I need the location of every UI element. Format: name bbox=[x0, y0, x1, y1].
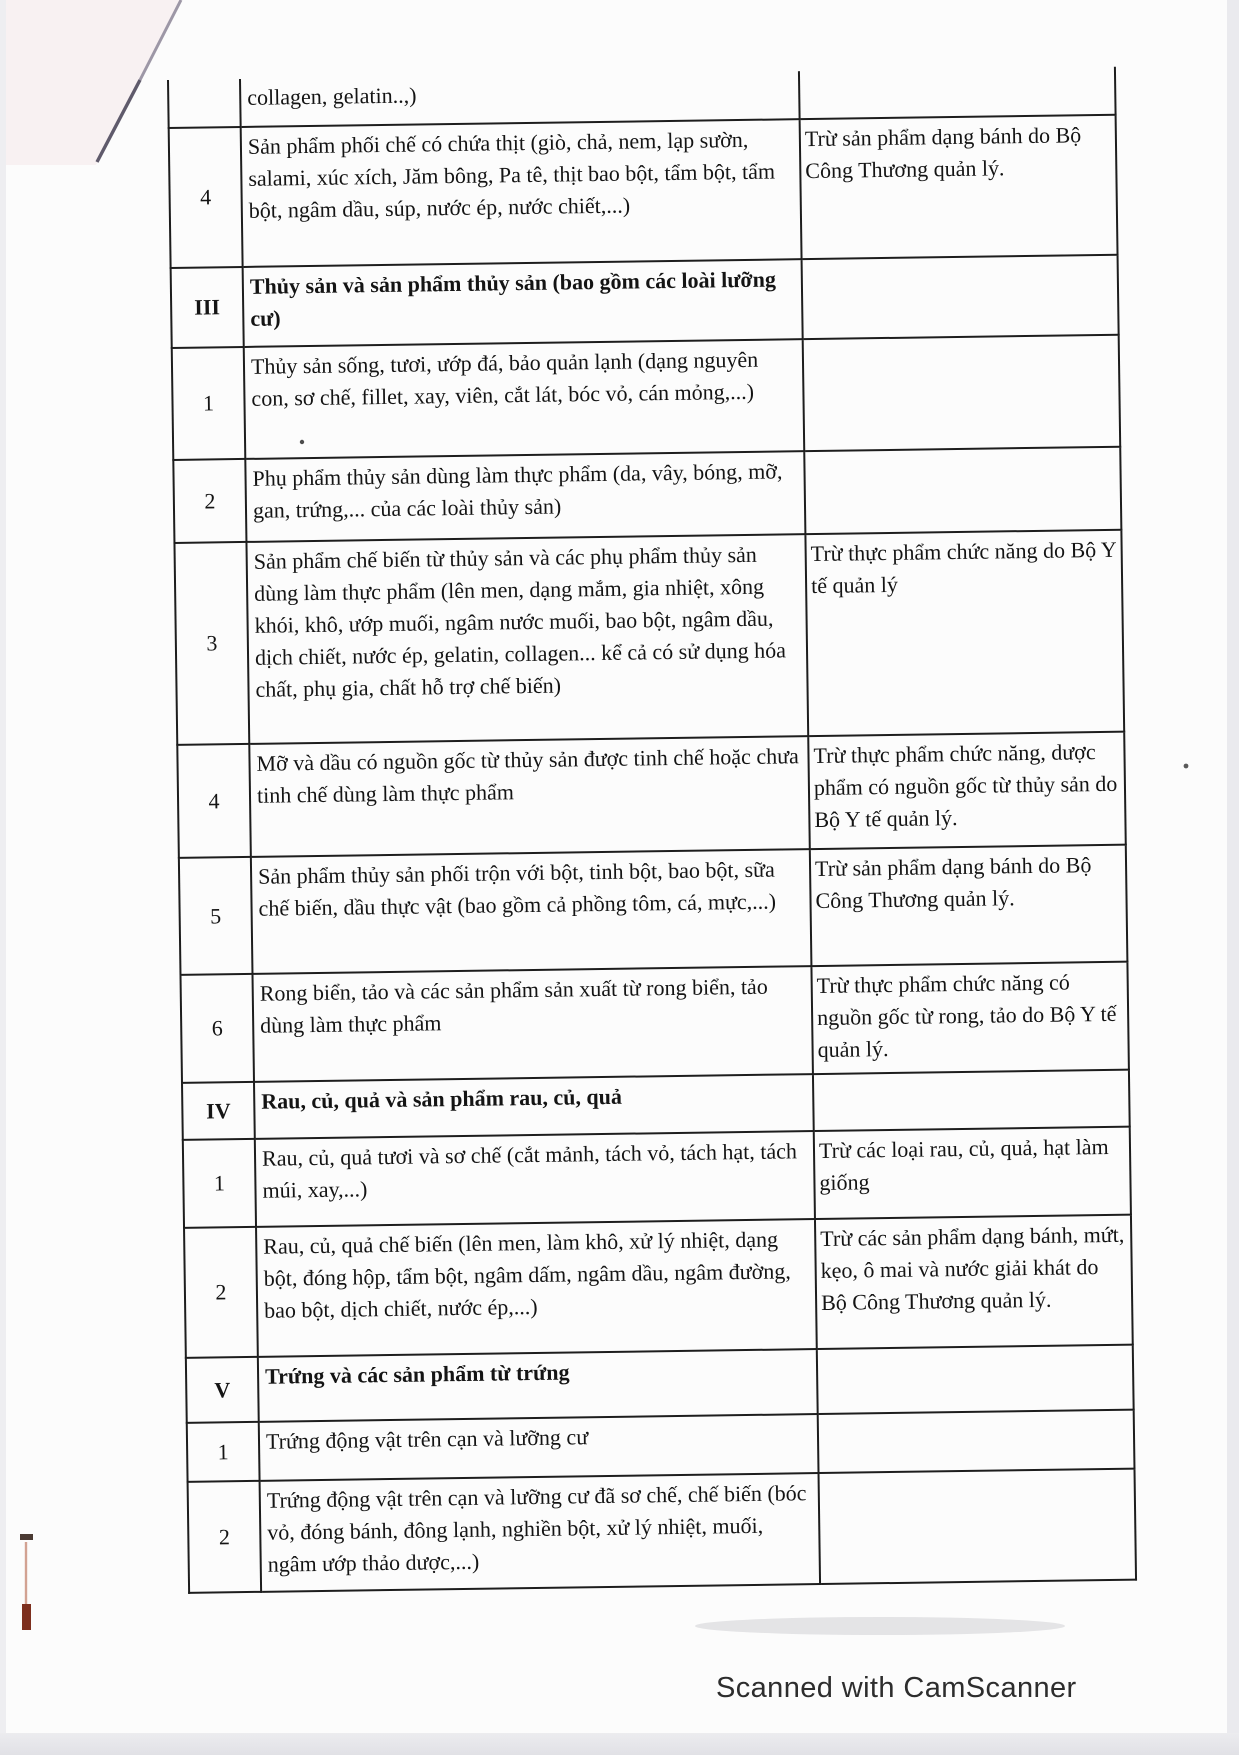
row-description-cell: Thủy sản và sản phẩm thủy sản (bao gồm các loài lưỡng cư) bbox=[243, 259, 803, 347]
row-note-cell: Trừ thực phẩm chức năng, dược phẩm có nguồn gốc từ thủy sản do Bộ Y tế quản lý. bbox=[808, 732, 1126, 849]
row-number-cell: 4 bbox=[177, 744, 251, 858]
row-description-cell: Rong biển, tảo và các sản phẩm sản xuất từ rong biển, tảo dùng làm thực phẩm bbox=[252, 966, 812, 1082]
table-row bbox=[180, 962, 1128, 1083]
row-number-cell: 3 bbox=[174, 542, 249, 745]
scan-smudge bbox=[695, 1617, 1065, 1635]
table-row bbox=[184, 1215, 1133, 1358]
food-category-table bbox=[167, 67, 1137, 1594]
table-row bbox=[177, 732, 1125, 858]
scan-edge-right bbox=[1227, 0, 1239, 1734]
row-number-cell: 6 bbox=[180, 974, 254, 1083]
row-number-cell: 1 bbox=[187, 1422, 260, 1482]
row-note-cell bbox=[819, 1469, 1137, 1584]
camscanner-watermark: Scanned with CamScanner bbox=[716, 1672, 1077, 1704]
row-description-cell: Rau, củ, quả và sản phẩm rau, củ, quả bbox=[254, 1074, 814, 1139]
row-note-cell bbox=[804, 447, 1121, 534]
scan-edge-bottom bbox=[0, 1733, 1239, 1755]
page-fold-corner bbox=[0, 0, 190, 168]
row-note-cell bbox=[818, 1410, 1135, 1473]
row-description-cell: Thủy sản sống, tươi, ướp đá, bảo quản lạnh (dạng nguyên con, sơ chế, fillet, xay, viên, cắt lát, bóc vỏ, cán mỏng,...) bbox=[244, 339, 805, 459]
row-note-cell: Trừ thực phẩm chức năng có nguồn gốc từ rong, tảo do Bộ Y tế quản lý. bbox=[811, 962, 1128, 1074]
row-note-cell: Trừ các sản phẩm dạng bánh, mứt, kẹo, ô mai và nước giải khát do Bộ Công Thương quản lý. bbox=[815, 1215, 1133, 1349]
row-description-cell: Rau, củ, quả tươi và sơ chế (cắt mảnh, tách vỏ, tách hạt, tách múi, xay,...) bbox=[255, 1131, 815, 1227]
row-number-cell: V bbox=[186, 1357, 259, 1423]
row-description-cell: Sản phẩm chế biến từ thủy sản và các phụ phẩm thủy sản dùng làm thực phẩm (lên men, dạng mắm, gia nhiệt, xông khói, khô, ướp muối, ngâm nước muối, bao bột, ngâm dầu, dịch chiết, nước ép, gelatin, collagen... kể cả có sử dụng hóa chất, phụ gia, chất hỗ trợ chế biến) bbox=[246, 534, 808, 744]
category-table bbox=[167, 67, 1137, 1594]
left-margin-dash-mark bbox=[20, 1534, 33, 1540]
category-table-body bbox=[168, 67, 1136, 1593]
row-number-cell: 1 bbox=[183, 1139, 256, 1228]
row-note-cell bbox=[803, 335, 1121, 451]
row-description-cell: Sản phẩm thủy sản phối trộn với bột, tinh bột, bao bột, sữa chế biến, dầu thực vật (bao gồm cả phồng tôm, cá, mực,...) bbox=[251, 849, 812, 974]
row-number-cell: III bbox=[171, 267, 244, 348]
row-note-cell bbox=[802, 255, 1119, 339]
row-description-cell: Sản phẩm phối chế có chứa thịt (giò, chả, nem, lạp sườn, salami, xúc xích, Jăm bông, Pa tê, thịt bao bột, tẩm bột, tẩm bột, ngâm dầu, súp, nước ép, nước chiết,...) bbox=[241, 119, 802, 267]
row-note-cell: Trừ thực phẩm chức năng do Bộ Y tế quản lý bbox=[805, 530, 1124, 736]
row-note-cell: Trừ sản phẩm dạng bánh do Bộ Công Thương quản lý. bbox=[800, 115, 1118, 259]
row-number-cell: 1 bbox=[172, 347, 246, 460]
left-margin-red-blob bbox=[22, 1604, 31, 1630]
row-number-cell: IV bbox=[182, 1082, 255, 1140]
row-number-cell: 2 bbox=[188, 1481, 262, 1593]
row-description-cell: Trứng động vật trên cạn và lưỡng cư bbox=[259, 1414, 819, 1481]
row-description-cell: Rau, củ, quả chế biến (lên men, làm khô, xử lý nhiệt, dạng bột, đóng hộp, tẩm bột, ngâm dấm, ngâm dầu, ngâm đường, bao bột, dịch chiết, nước ép,...) bbox=[256, 1219, 817, 1357]
row-note-cell bbox=[813, 1070, 1130, 1131]
row-number-cell: 2 bbox=[173, 459, 246, 543]
table-row bbox=[183, 1127, 1131, 1228]
row-description-cell: Trứng động vật trên cạn và lưỡng cư đã sơ chế, chế biến (bóc vỏ, đóng bánh, đông lạnh, nghiền bột, xử lý nhiệt, muối, ngâm ướp thảo dược,...) bbox=[260, 1473, 820, 1592]
row-number-cell: 2 bbox=[184, 1227, 258, 1358]
row-note-cell: Trừ sản phẩm dạng bánh do Bộ Công Thương quản lý. bbox=[810, 845, 1128, 966]
row-number-cell bbox=[168, 79, 241, 128]
row-description-cell: Mỡ và dầu có nguồn gốc từ thủy sản được tinh chế hoặc chưa tinh chế dùng làm thực phẩm bbox=[249, 736, 810, 857]
row-note-cell bbox=[799, 67, 1116, 119]
row-description-cell: Trứng và các sản phẩm từ trứng bbox=[258, 1349, 818, 1422]
row-note-cell: Trừ các loại rau, củ, quả, hạt làm giống bbox=[814, 1127, 1131, 1219]
row-number-cell: 4 bbox=[169, 127, 243, 268]
table-row bbox=[174, 530, 1124, 745]
row-description-cell: Phụ phẩm thủy sản dùng làm thực phẩm (da, vây, bóng, mỡ, gan, trứng,... của các loài thủy sản) bbox=[245, 451, 805, 542]
scan-edge-left bbox=[0, 0, 6, 1734]
table-row bbox=[188, 1469, 1136, 1593]
row-description-cell: collagen, gelatin..,) bbox=[240, 71, 800, 127]
row-note-cell bbox=[817, 1345, 1134, 1414]
table-row bbox=[179, 845, 1128, 975]
table-row bbox=[173, 447, 1121, 543]
table-row bbox=[169, 115, 1118, 268]
table-row bbox=[172, 335, 1120, 460]
row-number-cell: 5 bbox=[179, 857, 253, 975]
ink-speck bbox=[1184, 764, 1189, 769]
table-row bbox=[171, 255, 1119, 348]
